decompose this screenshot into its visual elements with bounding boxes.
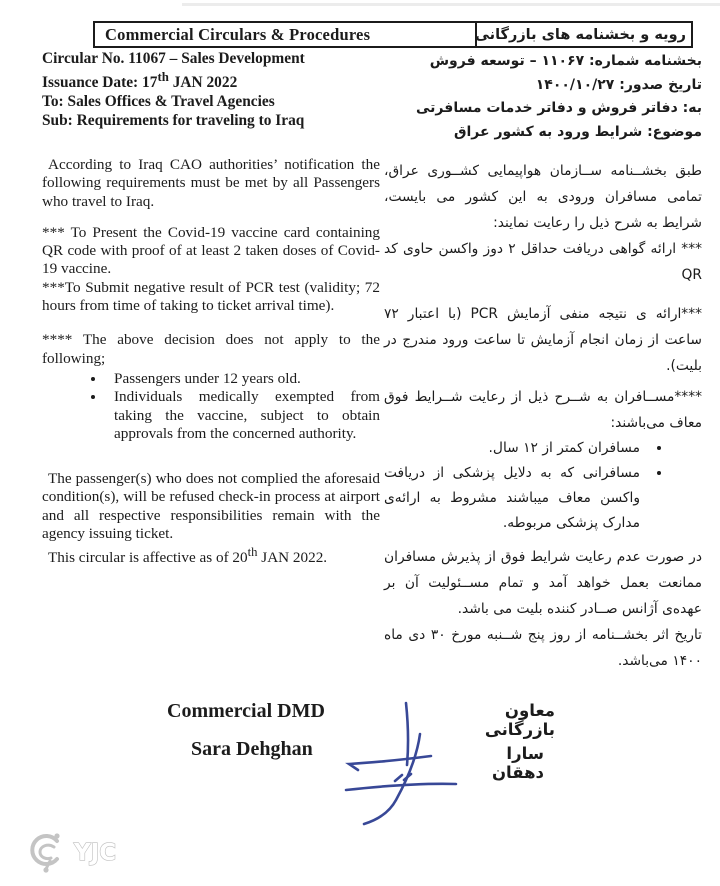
fa-exemption-item-medical: • مسافرانی که به دلایل پزشکی از دریافت واکسن معاف میباشند مشروط به ارائه‌ی مدارک پزشکی مربوطه. <box>384 461 646 536</box>
yjc-logo-icon <box>24 828 134 876</box>
fa-paragraph-noncompliance: در صورت عدم رعایت شرایط فوق از پذیرش مسافران ممانعت بعمل خواهد آمد و تمام مســئولیت آن بر عهده‌ی آژانس صــادر کننده بلیت می باشد. <box>384 549 702 617</box>
document-title-en: Commercial Circulars & Procedures <box>105 24 371 44</box>
meta-block-en <box>42 49 384 130</box>
signature-name-en: Sara Dehghan <box>191 738 313 760</box>
signature-title-en: Commercial DMD <box>167 700 325 722</box>
to-line-fa: به: دفاتر فروش و دفاتر خدمات مسافرتی <box>416 100 702 116</box>
ordinal-suffix: th <box>247 545 258 560</box>
header-title-cell-en <box>93 21 477 48</box>
fa-paragraph-effective-date: تاریخ اثر بخشــنامه از روز پنج شــنبه مورخ ۳۰ دی ماه ۱۴۰۰ می‌باشد. <box>384 627 702 669</box>
body-column-fa <box>384 158 702 674</box>
meta-block-fa <box>386 50 702 144</box>
en-paragraph-effective-date: This circular is affective as of 20th JAN 2022. <box>48 545 328 567</box>
header-title-cell-fa <box>475 21 693 48</box>
en-paragraph-noncompliance: The passenger(s) who does not complied the aforesaid condition(s), will be refused check-in process at airport and all respective responsibilities remain with the agency issuing ticket. <box>42 470 380 543</box>
en-paragraph-pcr-test: ***To Submit negative result of PCR test (validity; 72 hours from time of taking to ticket arrival time). <box>42 278 380 315</box>
en-exemption-list <box>42 370 380 443</box>
en-paragraph-vaccine-card: *** To Present the Covid-19 vaccine card containing QR code with proof of at least 2 taken doses of Covid-19 vaccine. <box>42 223 380 278</box>
document-title-fa: رویه و بخشنامه های بازرگانی <box>475 26 686 43</box>
watermark-label: YJC <box>74 840 117 866</box>
circular-number-line-fa: بخشنامه شماره: ۱۱۰۶۷ – توسعه فروش <box>429 53 702 69</box>
en-exemption-item-medical: • Individuals medically exempted from taking the vaccine, subject to obtain approvals from the concerned authority. <box>106 388 380 443</box>
subject-line-en: Sub: Requirements for traveling to Iraq <box>42 112 305 130</box>
subject-line-fa: موضوع: شرایط ورود به کشور عراق <box>453 123 702 140</box>
fa-exemption-list <box>384 436 702 536</box>
signature-name-fa: سارا دهقان <box>491 744 544 782</box>
issuance-date-line-en: Issuance Date: 17th JAN 2022 <box>42 70 238 92</box>
ordinal-suffix: th <box>157 70 169 84</box>
fa-paragraph-pcr-test: ***ارائه ی نتیجه منفی آزمایش PCR (با اعتبار ۷۲ ساعت از زمان انجام آزمایش تا ساعت ورود مندرج در بلیت). <box>384 306 703 374</box>
en-paragraph-intro: According to Iraq CAO authorities’ notification the following requirements must be met by all Passengers who travel to Iraq. <box>42 156 380 210</box>
issuance-date-line-fa: تاریخ صدور: ۱۴۰۰/۱۰/۲۷ <box>535 76 702 93</box>
fa-paragraph-vaccine-card: *** ارائه گواهی دریافت حداقل ۲ دوز واکسن حاوی کد QR <box>384 241 702 283</box>
en-paragraph-exemptions-intro: **** The above decision does not apply to the following; <box>42 331 380 367</box>
fa-paragraph-intro: طبق بخشــنامه ســازمان هواپیمایی کشــوری عراق، تمامی مسافران ورودی به این کشور می بایست، شرایط به شرح ذیل را رعایت نمایند: <box>384 163 702 231</box>
fa-exemption-item-under-12: • مسافران کمتر از ۱۲ سال. <box>384 436 646 461</box>
signature-title-fa: معاون بازرگانی <box>484 701 555 739</box>
body-column-en <box>42 156 380 568</box>
circular-number-line-en: Circular No. 11067 – Sales Development <box>42 50 305 67</box>
en-exemption-item-under-12: • Passengers under 12 years old. <box>106 370 380 388</box>
fa-paragraph-exemptions-intro: ****مســافران به شــرح ذیل از رعایت شــرایط فوق معاف می‌باشند: <box>384 389 702 431</box>
to-line-en: To: Sales Offices & Travel Agencies <box>42 93 275 111</box>
scan-artifact <box>182 3 720 6</box>
